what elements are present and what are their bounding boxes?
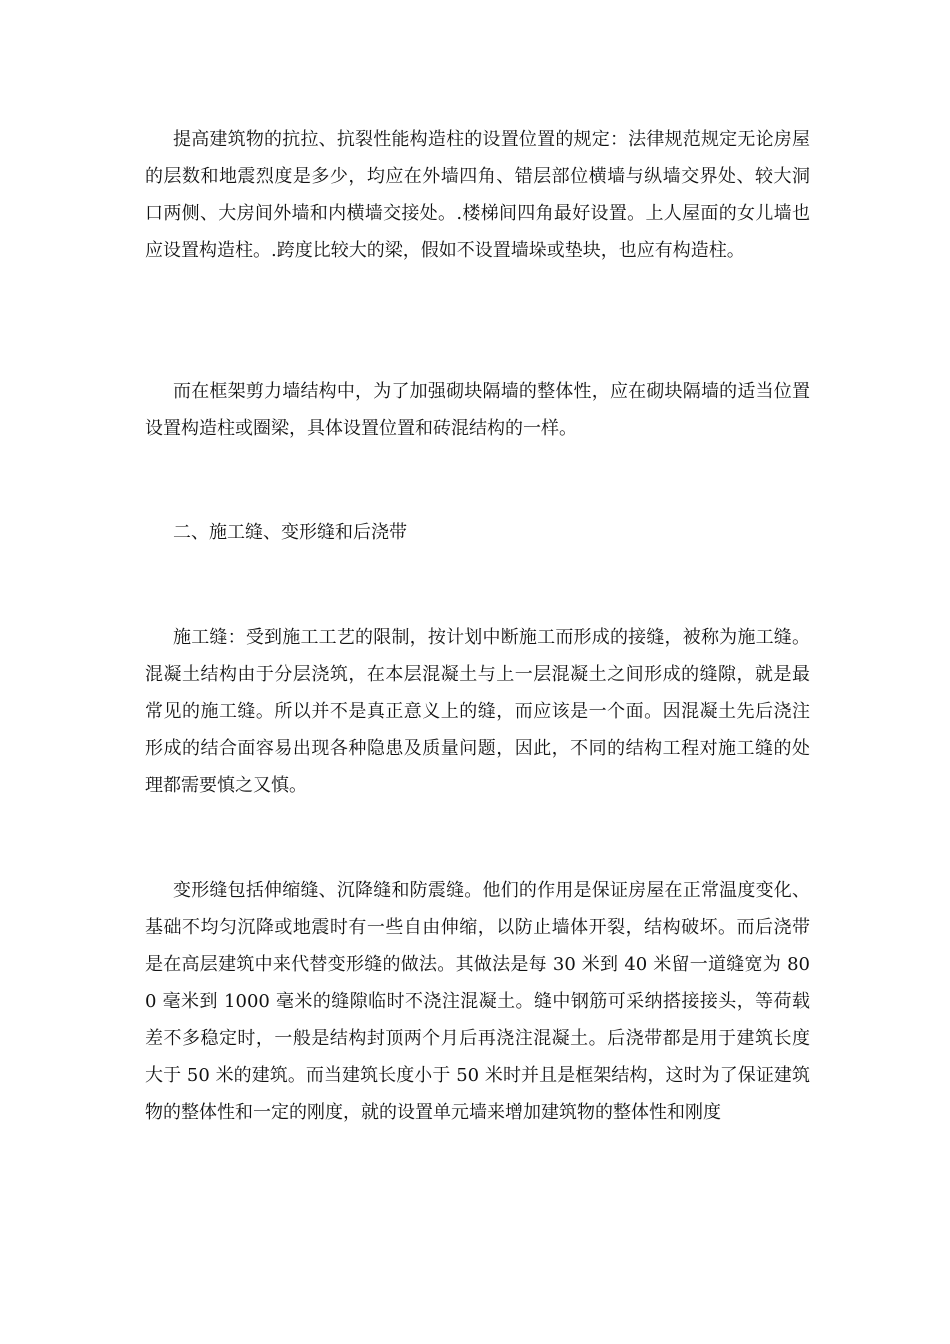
paragraph-frame-shear-wall: 而在框架剪力墙结构中，为了加强砌块隔墙的整体性，应在砌块隔墙的适当位置设置构造柱或圈梁，具体设置位置和砖混结构的一样。: [145, 381, 810, 439]
paragraph-deformation-joint: 变形缝包括伸缩缝、沉降缝和防震缝。他们的作用是保证房屋在正常温度变化、基础不均匀沉降或地震时有一些自由伸缩，以防止墙体开裂，结构破坏。而后浇带是在高层建筑中来代替变形缝的做法。其做法是每 30 米到 40 米留一道缝宽为 800 毫米到 1000 毫米的缝隙临时不浇注混凝土。缝中钢筋可采纳搭接接头，等荷载差不多稳定时，一般是结构封顶两个月后再浇注混凝土。后浇带都是用于建筑长度大于 50 米的建筑。而当建筑长度小于 50 米时并且是框架结构，这时为了保证建筑物的整体性和一定的刚度，就的设置单元墙来增加建筑物的整体性和刚度: [145, 880, 810, 1123]
paragraph-construction-joint: 施工缝：受到施工工艺的限制，按计划中断施工而形成的接缝，被称为施工缝。混凝土结构由于分层浇筑，在本层混凝土与上一层混凝土之间形成的缝隙，就是最常见的施工缝。所以并不是真正意义上的缝，而应该是一个面。因混凝土先后浇注形成的结合面容易出现各种隐患及质量问题，因此，不同的结构工程对施工缝的处理都需要慎之又慎。: [145, 627, 810, 796]
section-heading: 二、施工缝、变形缝和后浇带: [173, 522, 407, 543]
paragraph-structural-columns: 提高建筑物的抗拉、抗裂性能构造柱的设置位置的规定：法律规范规定无论房屋的层数和地震烈度是多少，均应在外墙四角、错层部位横墙与纵墙交界处、较大洞口两侧、大房间外墙和内横墙交接处。.楼梯间四角最好设置。上人屋面的女儿墙也应设置构造柱。.跨度比较大的梁，假如不设置墙垛或垫块，也应有构造柱。: [145, 129, 810, 261]
